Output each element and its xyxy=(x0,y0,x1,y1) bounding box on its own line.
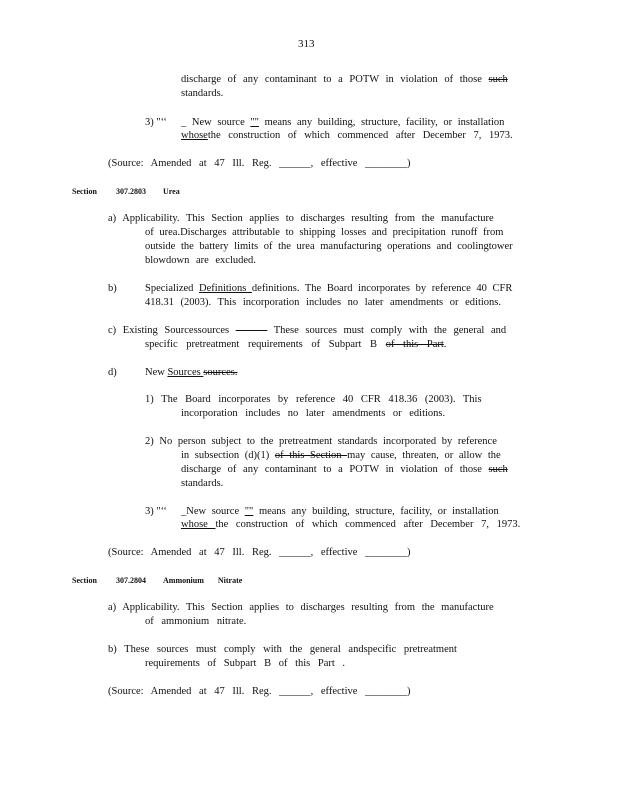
paragraph-line: outside the battery limits of the urea manufacturing operations and coolingtower xyxy=(145,241,513,252)
paragraph-line: of urea.Discharges attributable to shipping losses and precipitation runoff from xyxy=(145,227,504,238)
paragraph-line: incorporation includes no later amendments or editions. xyxy=(181,408,446,419)
section-number: 307.2804 xyxy=(116,576,146,585)
deleted-text: sources. xyxy=(203,367,238,378)
paragraph-line: c) Existing Sourcessources ——— These sources must comply with the general and xyxy=(108,325,507,336)
section-title: Ammonium Nitrate xyxy=(163,576,243,585)
page-number: 313 xyxy=(298,38,315,50)
list-number: 3) "‘‘ xyxy=(145,506,167,517)
paragraph-line: _ New source "" means any building, structure, facility, or installation xyxy=(181,117,505,128)
paragraph-line: a) Applicability. This Section applies to discharges resulting from the manufacture xyxy=(108,602,494,613)
list-number: b) xyxy=(108,283,117,294)
inserted-text: whose xyxy=(181,519,216,530)
list-number: d) xyxy=(108,367,117,378)
paragraph-line: requirements of Subpart B of this Part . xyxy=(145,658,346,669)
deleted-text: ——— xyxy=(235,325,268,336)
source-note: (Source: Amended at 47 Ill. Reg. ______, effective ________) xyxy=(108,686,411,697)
paragraph-line: 1) The Board incorporates by reference 40 CFR 418.36 (2003). This xyxy=(145,394,482,405)
inserted-text: Sources xyxy=(167,367,204,378)
paragraph-line: New Sources sources. xyxy=(145,367,238,378)
source-note: (Source: Amended at 47 Ill. Reg. ______, effective ________) xyxy=(108,547,411,558)
paragraph-line: discharge of any contaminant to a POTW in violation of those such xyxy=(181,464,508,475)
inserted-text: "" xyxy=(250,117,259,128)
paragraph-line: b) These sources must comply with the general andspecific pretreatment xyxy=(108,644,457,655)
paragraph-line: whose the construction of which commenced after December 7, 1973. xyxy=(181,519,521,530)
paragraph-line: Specialized Definitions definitions. The Board incorporates by reference 40 CFR xyxy=(145,283,513,294)
paragraph-line: whosethe construction of which commenced after December 7, 1973. xyxy=(181,130,513,141)
deleted-text: of this Section xyxy=(274,450,348,461)
paragraph-line: of ammonium nitrate. xyxy=(145,616,247,627)
deleted-text: such xyxy=(488,464,508,475)
paragraph-line: specific pretreatment requirements of Subpart B of this Part. xyxy=(145,339,447,350)
paragraph-line: standards. xyxy=(181,478,224,489)
paragraph-line: discharge of any contaminant to a POTW in violation of those such xyxy=(181,74,508,85)
paragraph-line: blowdown are excluded. xyxy=(145,255,256,266)
section-title: Urea xyxy=(163,187,180,196)
paragraph-line: standards. xyxy=(181,88,224,99)
deleted-text: such xyxy=(488,74,508,85)
paragraph-line: in subsection (d)(1) of this Section may cause, threaten, or allow the xyxy=(181,450,501,461)
deleted-text: of this Part xyxy=(385,339,444,350)
inserted-text: Definitions xyxy=(199,283,252,294)
section-label: Section xyxy=(72,576,97,585)
paragraph-line: 2) No person subject to the pretreatment standards incorporated by reference xyxy=(145,436,497,447)
paragraph-line: _New source "" means any building, structure, facility, or installation xyxy=(181,506,499,517)
inserted-text: "" xyxy=(244,506,254,517)
section-label: Section xyxy=(72,187,97,196)
paragraph-line: 418.31 (2003). This incorporation includes no later amendments or editions. xyxy=(145,297,501,308)
section-number: 307.2803 xyxy=(116,187,146,196)
paragraph-line: a) Applicability. This Section applies to discharges resulting from the manufacture xyxy=(108,213,494,224)
list-number: 3) "‘‘ xyxy=(145,117,167,128)
inserted-text: whose xyxy=(181,130,208,141)
source-note: (Source: Amended at 47 Ill. Reg. ______, effective ________) xyxy=(108,158,411,169)
